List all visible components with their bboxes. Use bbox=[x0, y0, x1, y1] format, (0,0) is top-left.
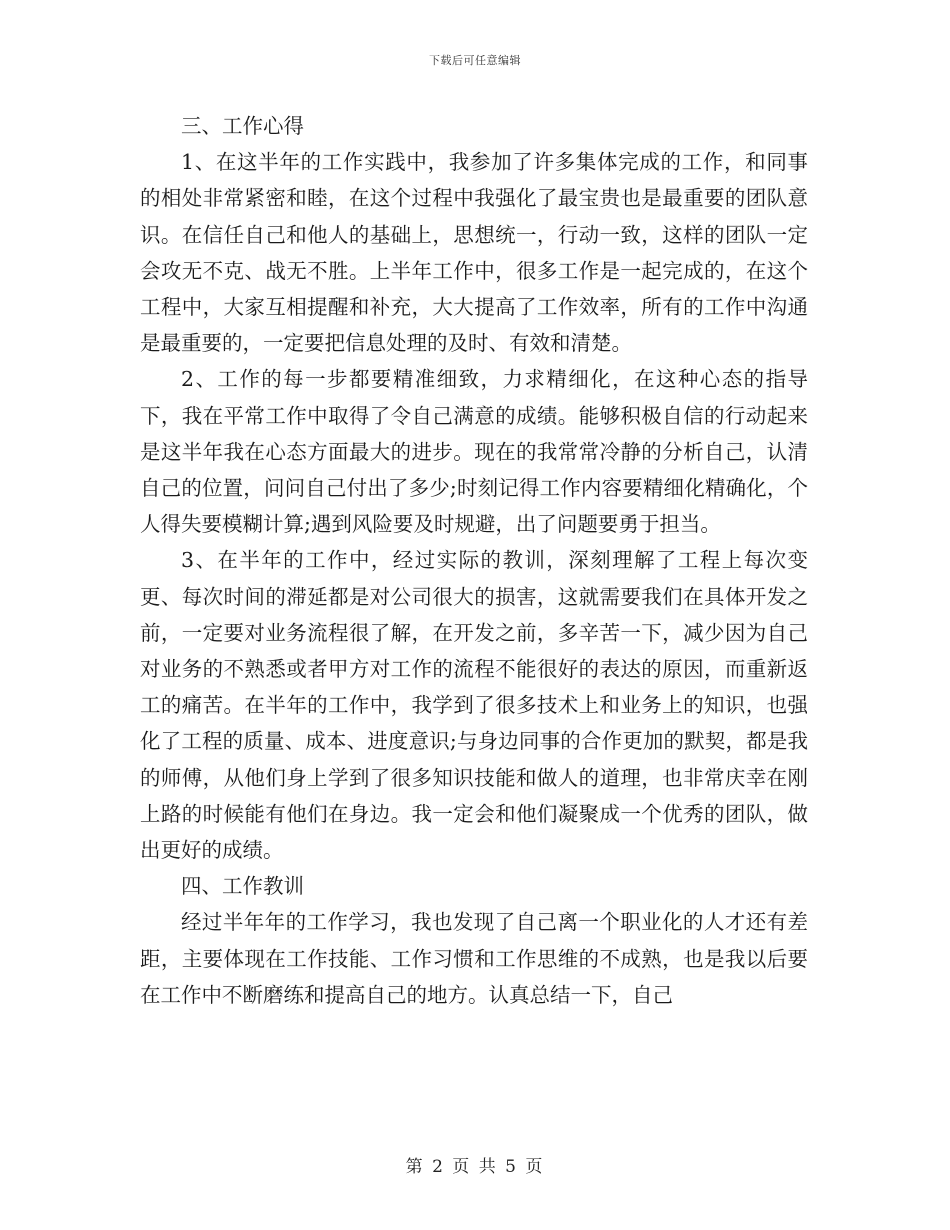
paragraph-lessons: 经过半年年的工作学习，我也发现了自己离一个职业化的人才还有差距，主要体现在工作技能、工作习惯和工作思维的不成熟，也是我以后要在工作中不断磨练和提高自己的地方。认真总结一下，自己 bbox=[140, 910, 808, 1007]
document-body bbox=[140, 108, 808, 1013]
section-heading-work-lessons: 四、工作教训 bbox=[181, 874, 304, 899]
page-header-note: 下载后可任意编辑 bbox=[429, 54, 521, 67]
paragraph-insight-2: 2、工作的每一步都要精准细致，力求精细化，在这种心态的指导下，我在平常工作中取得了令自己满意的成绩。能够积极自信的行动起来是这半年我在心态方面最大的进步。现在的我常常冷静的分析自己，认清自己的位置，问问自己付出了多少;时刻记得工作内容要精细化精确化，个人得失要模糊计算;遇到风险要及时规避，出了问题要勇于担当。 bbox=[140, 367, 808, 537]
paragraph-insight-1: 1、在这半年的工作实践中，我参加了许多集体完成的工作，和同事的相处非常紧密和睦，在这个过程中我强化了最宝贵也是最重要的团队意识。在信任自己和他人的基础上，思想统一，行动一致，这样的团队一定会攻无不克、战无不胜。上半年工作中，很多工作是一起完成的，在这个工程中，大家互相提醒和补充，大大提高了工作效率，所有的工作中沟通是最重要的，一定要把信息处理的及时、有效和清楚。 bbox=[140, 150, 808, 356]
page-number-footer: 第 2 页 共 5 页 bbox=[405, 1157, 545, 1177]
section-heading-work-insights: 三、工作心得 bbox=[181, 114, 304, 138]
paragraph-insight-3: 3、在半年的工作中，经过实际的教训，深刻理解了工程上每次变更、每次时间的滞延都是对公司很大的损害，这就需要我们在具体开发之前，一定要对业务流程很了解，在开发之前，多辛苦一下，减少因为自己对业务的不熟悉或者甲方对工作的流程不能很好的表达的原因，而重新返工的痛苦。在半年的工作中，我学到了很多技术上和业务上的知识，也强化了工程的质量、成本、进度意识;与身边同事的合作更加的默契，都是我的师傅，从他们身上学到了很多知识技能和做人的道理，也非常庆幸在刚上路的时候能有他们在身边。我一定会和他们凝聚成一个优秀的团队，做出更好的成绩。 bbox=[140, 548, 808, 863]
